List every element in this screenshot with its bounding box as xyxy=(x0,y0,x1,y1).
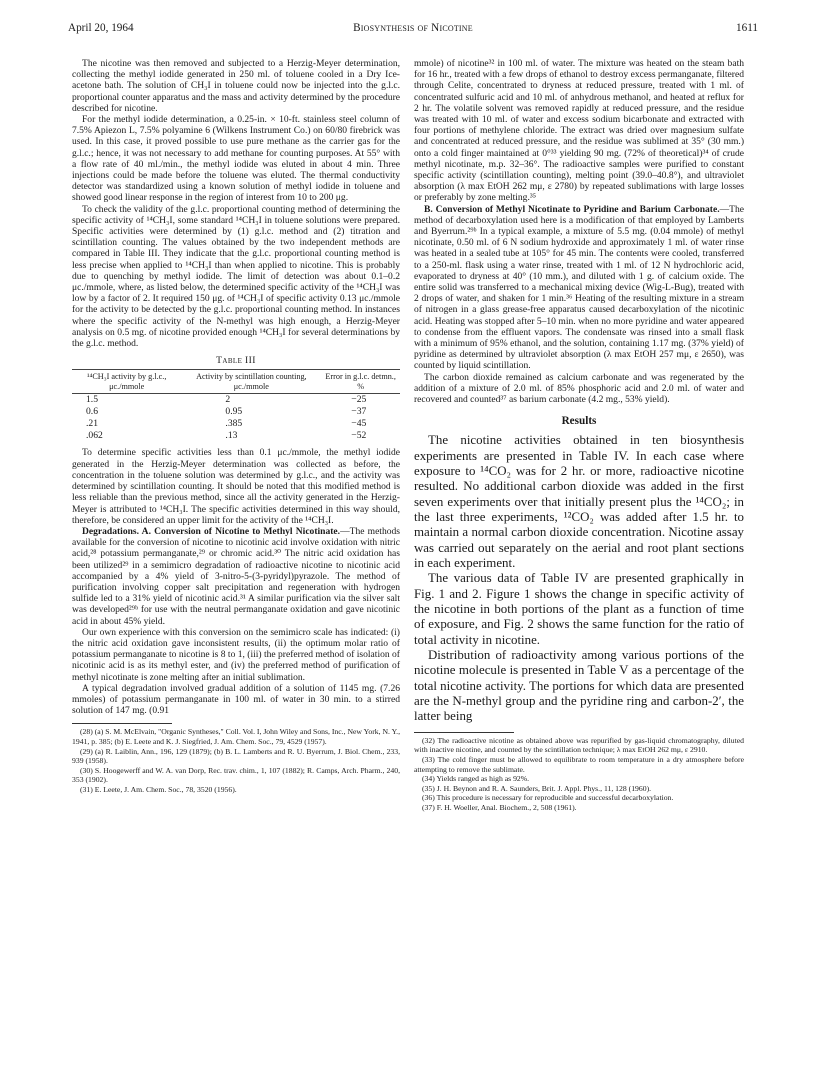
paragraph: The nicotine activities obtained in ten biosynthesis experiments are presented in Table IV. In each case where exposure to ¹⁴CO₂ was for 2 hr. or more, radioactive nicotine resulted. No additional carbon dioxide was added in the first seven experiments over that initially present plus the ¹⁴CO₂; in the last three experiments, ¹²CO₂ was added after 1.5 hr. to maintain a normal carbon dioxide concentration. Nicotine assay was carried out separately on the aerial and root plant sections in each experiment. xyxy=(414,433,744,571)
subsection-heading: B. Conversion of Methyl Nicotinate to Pyridine and Barium Carbonate. xyxy=(424,203,720,215)
header-date: April 20, 1964 xyxy=(68,22,134,34)
table-cell: .385 xyxy=(225,417,243,429)
paragraph: To check the validity of the g.l.c. proportional counting method of determining the specific activity of ¹⁴CH₃I, some standard ¹⁴CH₃I in toluene solutions were prepared. Specific activities were determined by (1) g.l.c. method and (2) titration and scintillation counting. The values obtained by the two independent methods are compared in Table III. They indicate that the g.l.c. proportional counting method is less precise when applied to ¹⁴CH₃I than when applied to nicotine. This is probably due to quenching by methyl iodide. The limit of detection was about 0.1–0.2 μc./mmole, where, as listed below, the determined specific activity of the ¹⁴CH₃I was low by a factor of 2. It required 150 μg. of ¹⁴CH₃I of specific activity 0.13 μc./mmole for the activity to be detected by the g.l.c. proportional counting method. In instances where the specific activity of the N-methyl was high enough, a Herzig-Meyer analysis on 0.5 mg. of nicotine provided enough ¹⁴CH₃I for several determinations by the g.l.c. method. xyxy=(72,203,400,350)
footnote: (36) This procedure is necessary for reproducible and successful decarboxylation. xyxy=(422,793,674,803)
footnotes-left xyxy=(72,727,400,794)
table-row xyxy=(72,418,400,430)
subsection-heading: Degradations. A. Conversion of Nicotine to Methyl Nicotinate. xyxy=(82,525,341,537)
left-column xyxy=(72,58,400,795)
paragraph-conversion-b xyxy=(414,204,744,372)
paragraph: For the methyl iodide determination, a 0.25-in. × 10-ft. stainless steel column of 7.5% Apiezon L, 7.5% polyamine 6 (Wilkens Instrument Co.) on 60/80 firebrick was used. In this case, it proved possible to use pure methane as the carrier gas for the g.l.c.; hence, it was not necessary to add methane for counting purposes. At 55° with a flow rate of 40 ml./min., the methyl iodide was eluted in about 4 min. Three injections could be made before the toluene was eluted. The thermal conductivity detector was standardized using a known solution of methyl iodide in toluene and showed good linear response in the region of interest from 10 to 200 μg. xyxy=(72,114,400,204)
table-cell: −45 xyxy=(351,417,367,429)
table-header-cell: Activity by scintillation counting, μc./mmole xyxy=(181,372,321,393)
table-caption: Table III xyxy=(216,355,256,367)
methods-continued xyxy=(414,58,744,405)
table-cell: −37 xyxy=(351,406,367,418)
paragraph: The carbon dioxide remained as calcium carbonate and was regenerated by the addition of a mixture of 2.0 ml. of 85% phosphoric acid and 2.0 ml. of water and recovered and counted³⁷ as barium carbonate (4.2 mg., 53% yield). xyxy=(414,371,744,406)
table-cell: 0.95 xyxy=(225,406,243,418)
footnote-divider xyxy=(414,732,514,733)
table-iii xyxy=(72,369,400,441)
paragraph: Our own experience with this conversion on the semimicro scale has indicated: (i) the nitric acid oxidation gave inconsistent results, (ii) the optimum molar ratio of potassium permanganate to nicotine is 8 to 1, (iii) the preferred method of isolation of nicotinic acid is as its methyl ester, and (iv) the preferred method of purification of methyl nicotinate is zone melting after an initial sublimation. xyxy=(72,626,400,683)
table-cell: −25 xyxy=(351,394,367,406)
paragraph: Distribution of radioactivity among various portions of the nicotine molecule is presented in Table V as a percentage of the total nicotine activity. The portions for which data are presented are the N-methyl group and the pyridine ring and carbon-2′, the latter being xyxy=(414,648,744,724)
footnote: (33) The cold finger must be allowed to equilibrate to room temperature in a dry atmosphere before attempting to remove the sublimate. xyxy=(414,755,744,774)
paragraph: mmole) of nicotine³² in 100 ml. of water. The mixture was heated on the steam bath for 16 hr., treated with a few drops of ethanol to destroy excess permanganate, filtered through Celite, concentrated to dryness at reduced pressure, treated with 1 ml. of concentrated sulfuric acid and 10 ml. of anhydrous methanol, and heated at reflux for 2 hr. The volatile solvent was removed rapidly at reduced pressure, and the residue was treated with 10 ml. of water and excess sodium bicarbonate and extracted with four portions of methylene chloride. The extract was dried over magnesium sulfate and concentrated at reduced pressure, and the residue was sublimed at 35° (30 mm.) onto a cold finger maintained at 0°³³ yielding 90 mg. (72% of theoretical)³⁴ of crude methyl nicotinate, m.p. 32–36°. The radioactive samples were purified to constant specific activity (scintillation counting), melting point (39.0–40.8°), and ultraviolet absorption (λ max EtOH 262 mμ, ε 2780) by repeated sublimations with large losses or preferably by zone melting.³⁵ xyxy=(414,58,744,204)
footnote: (34) Yields ranged as high as 92%. xyxy=(422,774,530,784)
footnote: (30) S. Hoogewerff and W. A. van Dorp, Rec. trav. chim., 1, 107 (1882); R. Camps, Arch. Pharm., 240, 353 (1902). xyxy=(72,765,400,785)
footnote: (29) (a) R. Laiblin, Ann., 196, 129 (1879); (b) B. L. Lamberts and R. U. Byerrum, J. Biol. Chem., 233, 939 (1958). xyxy=(72,746,400,766)
table-row xyxy=(72,430,400,442)
header-page-number: 1611 xyxy=(736,22,758,34)
table-row xyxy=(72,406,400,418)
paragraph: The various data of Table IV are presented graphically in Fig. 1 and 2. Figure 1 shows the change in specific activity of the nicotine in both portions of the plant as a function of time of exposure, and Fig. 2 shows the same function for the ratio of total activity in nicotine. xyxy=(414,571,744,647)
paragraph-degradations xyxy=(72,526,400,627)
table-cell: 2 xyxy=(225,394,231,406)
results-heading: Results xyxy=(561,415,597,428)
footnote: (32) The radioactive nicotine as obtained above was repurified by gas-liquid chromatography, diluted with inactive nicotine, and counted by the scintillation technique; λ max EtOH 262 mμ, ε 2910. xyxy=(414,735,744,755)
table-cell: −52 xyxy=(351,429,367,441)
paragraph: A typical degradation involved gradual addition of a solution of 1145 mg. (7.26 mmoles) of potassium permanganate in 100 ml. of water in 30 min. to a stirred solution of 147 mg. (0.91 xyxy=(72,682,400,717)
table-header-cell: ¹⁴CH₃I activity by g.l.c., μc./mmole xyxy=(72,372,181,393)
paragraph-text: —The method of decarboxylation used here is a modification of that employed by Lamberts and Byerrum.²⁹ᵇ In a typical example, a mixture of 5.5 mg. (0.04 mmole) of methyl nicotinate, 0.50 ml. of 6 N sodium hydroxide and approximately 1 ml. of water rinse was heated in a sealed tube at 105° for 45 min. The contents were cooled, transferred to a 250-ml. flask using a water rinse, treated with 1 ml. of 12 N hydrochloric acid, evaporated to dryness at 40° (10 mm.), and diluted with 1 g. of calcium oxide. The entire solid was transferred to a mechanical mixing device (Wig-L-Bug), treated with 2 drops of water, and shaken for 1 min.³⁶ Heating of the resulting mixture in a stream of nitrogen in a glass grease-free apparatus caused decarboxylation of the nicotinic acid. Heating was stopped after 5–10 min. when no more pyridine and water appeared to condense from the effluent vapors. The condensate was rinsed into a small flask with a minimum of 95% ethanol, and the solution, containing 1.17 mg. (37% yield) of pyridine as determined by ultraviolet absorption (λ max EtOH 257 mμ, ε 2650), was counted by liquid scintillation. xyxy=(414,203,744,372)
running-header xyxy=(68,22,758,38)
footnote: (37) F. H. Woeller, Anal. Biochem., 2, 508 (1961). xyxy=(422,802,577,812)
paragraph: To determine specific activities less than 0.1 μc./mmole, the methyl iodide generated in the Herzig-Meyer determination was collected as before, the concentration in the toluene solution was determined by g.l.c., and the activity was determined by scintillation counting. It should be noted that this modified method is less reliable than the previous method, since all the activity generated in the Herzig-Meyer is attributed to ¹⁴CH₃I. The specific activities determined in this way should, therefore, be considered an upper limit for the activity of the ¹⁴CH₃I. xyxy=(72,447,400,526)
table-cell: 0.6 xyxy=(86,406,98,418)
table-row xyxy=(72,394,400,406)
header-title: Biosynthesis of Nicotine xyxy=(353,22,473,34)
paragraph-text: —The methods available for the conversion of nicotine to nicotinic acid involve oxidation with nitric acid,²⁸ potassium permanganate,²⁹ or chromic acid.³⁰ The nitric acid oxidation has been utilized²⁹ in a semimicro degradation of radioactive nicotine to nicotinic acid accompanied by a 4% yield of 3-nitro-5-(3-pyridyl)pyrazole. The method of purification involving copper salt precipitation and regeneration with hydrogen sulfide led to a 31% yield of nicotinic acid.³¹ A similar purification via the silver salt was developed²⁹ᵇ for use with the neutral permanganate oxidation and gave nicotinic acid in about 45% yield. xyxy=(72,525,400,627)
table-cell: 1.5 xyxy=(86,394,98,406)
footnote: (35) J. H. Beynon and R. A. Saunders, Brit. J. Appl. Phys., 11, 128 (1960). xyxy=(422,783,652,793)
footnote-divider xyxy=(72,723,172,724)
footnotes-right xyxy=(414,736,744,813)
right-column xyxy=(414,58,744,813)
footnote: (31) E. Leete, J. Am. Chem. Soc., 78, 3520 (1956). xyxy=(80,784,237,794)
results-section xyxy=(414,433,744,725)
table-cell: .062 xyxy=(86,429,103,441)
footnote: (28) (a) S. M. McElvain, "Organic Syntheses," Coll. Vol. I, John Wiley and Sons, Inc., New York, N. Y., 1941, p. 385; (b) E. Leete and K. J. Siegfried, J. Am. Chem. Soc., 79, 4529 (1957). xyxy=(72,727,400,746)
table-cell: .13 xyxy=(225,429,238,441)
table-cell: .21 xyxy=(86,417,98,429)
table-header-cell: Error in g.l.c. detmn., % xyxy=(321,372,400,393)
paragraph: The nicotine was then removed and subjected to a Herzig-Meyer determination, collecting the methyl iodide generated in 250 ml. of toluene cooled in a Dry Ice-acetone bath. The solution of CH₃I in toluene could now be injected into the g.l.c. proportional counter apparatus and the mass and activity determined by the procedure described for nicotine. xyxy=(72,58,400,114)
